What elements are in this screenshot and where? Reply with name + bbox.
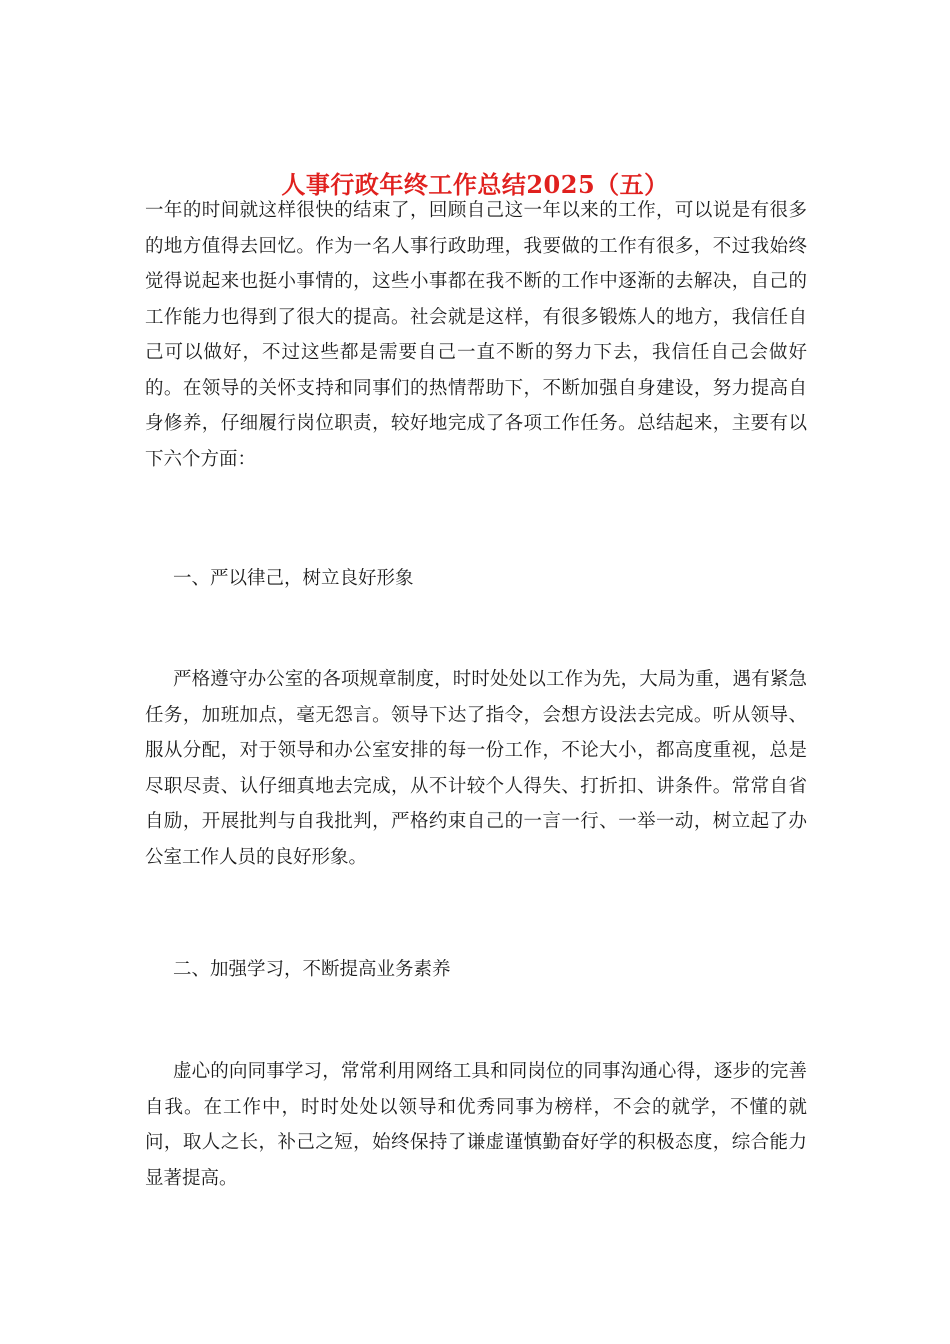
section-body-1: 严格遵守办公室的各项规章制度，时时处处以工作为先，大局为重，遇有紧急任务，加班加点，毫无怨言。领导下达了指令，会想方设法去完成。听从领导、服从分配，对于领导和办公室安排的每一份工作，不论大小，都高度重视，总是尽职尽责、认仔细真地去完成，从不计较个人得失、打折扣、讲条件。常常自省自励，开展批判与自我批判，严格约束自己的一言一行、一举一动，树立起了办公室工作人员的良好形象。 xyxy=(145,669,807,868)
section-body-2: 虚心的向同事学习，常常利用网络工具和同岗位的同事沟通心得，逐步的完善自我。在工作中，时时处处以领导和优秀同事为榜样，不会的就学，不懂的就问，取人之长，补己之短，始终保持了谦虚谨慎勤奋好学的积极态度，综合能力显著提高。 xyxy=(145,1061,807,1189)
section-heading-1: 一、严以律己，树立良好形象 xyxy=(173,568,414,589)
page-title: 人事行政年终工作总结2025（五） xyxy=(281,170,669,200)
section-heading-2: 二、加强学习，不断提高业务素养 xyxy=(173,959,451,980)
intro-paragraph: 一年的时间就这样很快的结束了，回顾自己这一年以来的工作，可以说是有很多的地方值得去回忆。作为一名人事行政助理，我要做的工作有很多，不过我始终觉得说起来也挺小事情的，这些小事都在我不断的工作中逐渐的去解决，自己的工作能力也得到了很大的提高。社会就是这样，有很多锻炼人的地方，我信任自己可以做好，不过这些都是需要自己一直不断的努力下去，我信任自己会做好的。在领导的关怀支持和同事们的热情帮助下，不断加强自身建设，努力提高自身修养，仔细履行岗位职责，较好地完成了各项工作任务。总结起来，主要有以下六个方面： xyxy=(145,200,807,470)
